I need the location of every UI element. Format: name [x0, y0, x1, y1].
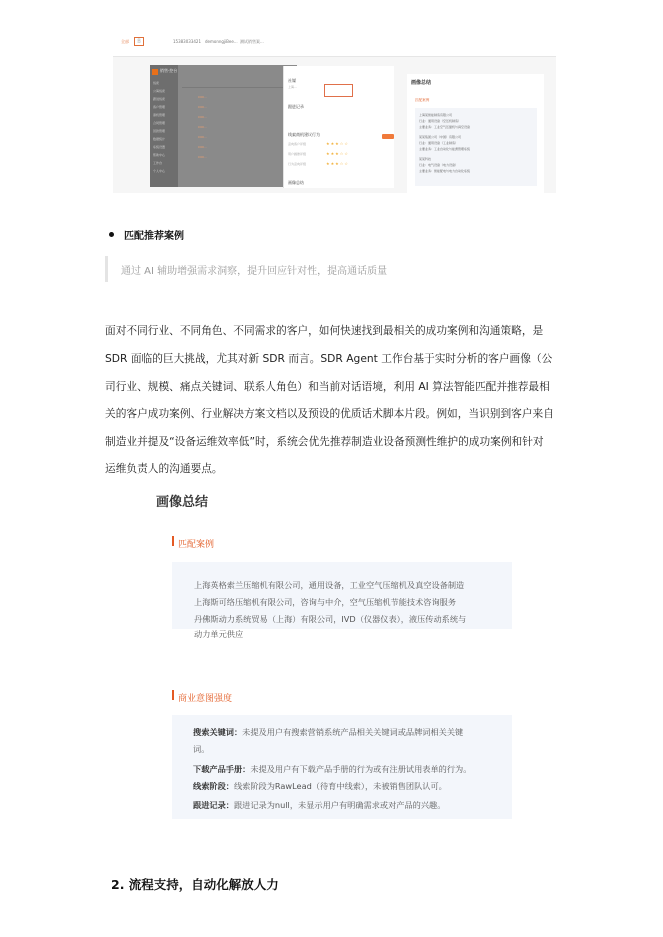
summary-line: 行业：电气设备（电力设备）	[419, 163, 459, 167]
intent-title: 商业意图强度	[178, 694, 233, 704]
intent-label: 下载产品手册：	[193, 764, 251, 774]
crm-logo-icon	[152, 69, 158, 75]
bullet-dot	[109, 232, 114, 237]
rating-stars: ★★★☆☆	[326, 141, 349, 146]
intent-label: 搜索关键词：	[193, 727, 243, 737]
rating-label: 用户画像评级	[288, 152, 307, 156]
intent-text: 线索阶段为RawLead（待育中线索），未被销售团队认可。	[233, 781, 447, 791]
panel-action-button[interactable]	[382, 134, 394, 139]
intent-text: 未提及用户有搜索营销系统产品相关关键词或品牌词相关关键	[242, 727, 464, 737]
panel-section-label: 线索商机建议行为	[288, 132, 320, 137]
summary-line: 行业：通用设备（工业制造）	[419, 141, 459, 145]
summary-line: 行业：通用设备（空压机制造）	[419, 119, 462, 123]
table-cell: C00...	[198, 145, 207, 149]
summary-panel	[407, 74, 544, 193]
sidebar-item: 个人中心	[153, 169, 166, 173]
sidebar-item: 线索	[153, 81, 160, 85]
crm-window	[150, 65, 297, 187]
rating-stars: ★★★☆☆	[326, 151, 349, 156]
blockquote	[105, 256, 558, 282]
highlight-box	[324, 84, 353, 97]
summary-panel-box	[415, 108, 537, 186]
summary-line: 某某集团公司（中国）有限公司	[419, 135, 462, 139]
intent-text: 未提及用户有下载产品手册的行为或有注册试用表单的行为。	[250, 764, 472, 774]
sidebar-item: 工作台	[153, 161, 163, 165]
topbar-user: demonngjiBee...	[205, 39, 238, 44]
sidebar-item: 客户管理	[153, 105, 166, 109]
case-line: 动力单元供应	[194, 629, 244, 639]
rating-label: 意向客户评级	[288, 142, 307, 146]
paragraph-line: 面对不同行业、不同角色、不同需求的客户，如何快速找到最相关的成功案例和沟通策略，是	[105, 324, 544, 337]
table-cell: C00...	[198, 135, 207, 139]
crm-screenshot	[113, 30, 556, 193]
crm-title: 销售·控台	[160, 68, 178, 73]
panel-section-label: 跟进记录	[288, 104, 304, 109]
detail-panel	[283, 66, 394, 188]
table-cell: C00...	[198, 125, 207, 129]
case-line: 上海斯可络压缩机有限公司，咨询与中介，空气压缩机节能技术咨询服务	[194, 597, 457, 607]
intent-line	[193, 764, 471, 775]
bullet-heading: 匹配推荐案例	[124, 231, 184, 242]
table-cell: C00...	[198, 95, 207, 99]
topbar-phone: 15383033421	[173, 39, 201, 44]
intent-line	[193, 744, 209, 755]
case-line: 上海英格索兰压缩机有限公司，通用设备，工业空气压缩机及真空设备制造	[194, 580, 465, 590]
rating-stars: ★★★☆☆	[326, 161, 349, 166]
sidebar-item: 商机管理	[153, 113, 166, 117]
section-accent-bar	[172, 536, 174, 546]
intent-label: 线索阶段：	[193, 781, 234, 791]
table-cell: C00...	[198, 115, 207, 119]
paragraph-line: 关的客户成功案例、行业解决方案文档以及预设的优质话术脚本片段。例如，当识别到客户来自	[105, 407, 554, 420]
panel-note: 上海...	[288, 85, 297, 89]
intent-text: 跟进记录为null，未显示用户有明确需求或对产品的兴趣。	[233, 800, 446, 810]
summary-panel-subtitle: 匹配案例	[415, 98, 430, 102]
summary-title: 画像总结	[156, 495, 209, 510]
summary-panel-title: 画像总结	[411, 80, 432, 86]
screenshot-topbar	[113, 30, 556, 57]
intent-line	[193, 727, 463, 738]
panel-title: 社媒	[288, 78, 296, 83]
intent-text: 词。	[193, 744, 210, 754]
paragraph-line: 运维负责人的沟通要点。	[105, 462, 223, 475]
summary-screenshot	[152, 483, 514, 836]
table-cell: C00...	[198, 105, 207, 109]
crm-sidebar	[150, 65, 178, 187]
paragraph-line: 制造业并提及“设备运维效率低”时，系统会优先推荐制造业设备预测性维护的成功案例和针对	[105, 435, 544, 448]
section-accent-bar	[172, 690, 174, 700]
topbar-case: 测试销售案...	[240, 39, 264, 44]
rating-label: 行为意向评级	[288, 162, 307, 166]
paragraph-line: SDR 面临的巨大挑战，尤其对新 SDR 而言。SDR Agent 工作台基于实时分析的客户画像（公	[105, 352, 553, 365]
summary-line: 主要业务：智能配电与电力自动化系统	[419, 169, 471, 173]
table-divider	[182, 87, 292, 88]
sidebar-item: 回款管理	[153, 129, 166, 133]
sidebar-item: 帮助中心	[153, 153, 166, 157]
table-cell: C00...	[198, 155, 207, 159]
summary-line: 某某科技	[419, 157, 432, 161]
section-heading: 2. 流程支持，自动化解放人力	[111, 877, 279, 892]
topbar-bell-icon: 息	[134, 37, 144, 46]
intent-line	[193, 800, 445, 811]
sidebar-item: 合同管理	[153, 121, 166, 125]
summary-line: 上海某智能制造有限公司	[419, 113, 453, 117]
cases-title: 匹配案例	[178, 540, 215, 550]
panel-section-label: 画像总结	[288, 180, 304, 185]
summary-line: 主要业务：工业空气压缩机与真空设备	[419, 125, 471, 129]
summary-line: 主要业务：工业自动化与能源管理系统	[419, 147, 471, 151]
sidebar-item: 公海线索	[153, 89, 166, 93]
blockquote-text: 通过 AI 辅助增强需求洞察，提升回应针对性，提高通话质量	[121, 266, 388, 277]
intent-label: 跟进记录：	[193, 800, 234, 810]
topbar-tab: 全部	[121, 39, 129, 44]
intent-line	[193, 781, 447, 792]
sidebar-item: 跟进线索	[153, 97, 166, 101]
case-line: 丹佛斯动力系统贸易（上海）有限公司，IVD（仪器仪表），液压传动系统与	[194, 614, 467, 624]
sidebar-item: 数据统计	[153, 137, 166, 141]
paragraph-line: 司行业、规模、痛点关键词、联系人角色）和当前对话语境，利用 AI 算法智能匹配并推荐最相	[105, 380, 550, 393]
sidebar-item: 系统设置	[153, 145, 166, 149]
